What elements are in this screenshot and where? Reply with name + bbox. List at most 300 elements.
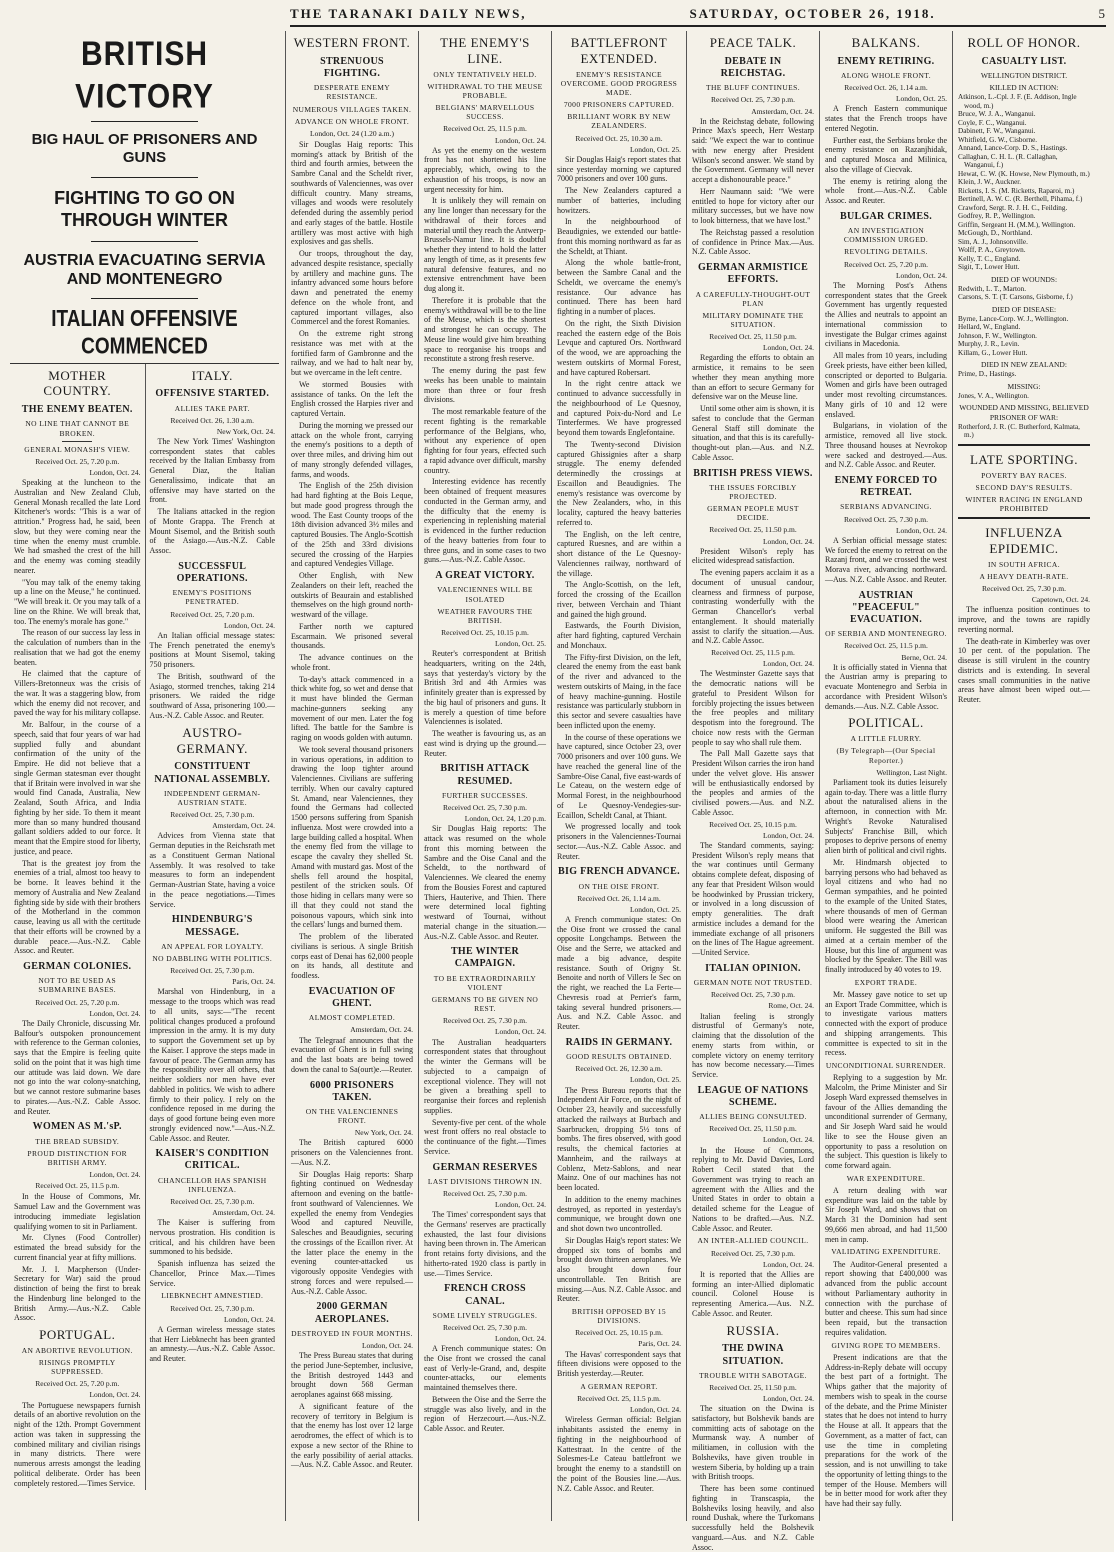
- place-line: London, Oct. 25.: [629, 1075, 681, 1085]
- paragraph: Mr. Hindmarsh objected to barrying persons who had behaved as loyal citizens and who had no German sympathies, and he pointed to the example of the United States, where thousands of men of German blood were wearing the American uniform. He suggested the Bill was aimed at a certain member of the House, but this line of argument was blocked by the Speaker. The Bill was finally introduced by 40 votes to 19.: [825, 857, 947, 975]
- paragraph: It is officially stated in Vienna that the Austrian army is preparing to evacuate Montenegro and Serbia in accordance with President Wilson's demands.—Aus. N.Z. Cable Assoc.: [825, 662, 947, 711]
- enemy-line-column: [418, 31, 551, 1521]
- died-of-disease-list: [958, 315, 1090, 357]
- paragraph: Advices from Vienna state that German deputies in the Reichsrath met as a Constituent German National Assembly. It was resolved to take measures to form an independent German-Austrian State, having a voice in the peace negotiations.—Times Service.: [149, 831, 275, 909]
- paragraph: The Kaiser is suffering from nervous prostration. His condition is critical, and his children have been summoned to his bedside.: [149, 1218, 275, 1257]
- paragraph: During the morning we pressed our attack on the whole front, carrying the enemy's positions to a depth of over three miles, and driving him out of many strongly defended villages, farms, and woods.: [291, 420, 413, 479]
- article-subhead: INDEPENDENT GERMAN-AUSTRIAN STATE.: [164, 788, 261, 807]
- paragraph: The Fifty-first Division, on the left, cleared the enemy from the east bank of the river and advanced to the western outskirts of Maing, in the face of heavy machine-gunning. Hostile resistance was particularly stubborn in this sector and severe casualties have been inflicted upon the enemy.: [557, 652, 681, 730]
- district-heading: WELLINGTON DISTRICT.: [980, 71, 1068, 81]
- place-line: London, Oct. 24.: [89, 1008, 141, 1018]
- casualty-name: Whitfield, G. W., Cisborne.: [958, 135, 1038, 144]
- paragraph: Eastwards, the Fourth Division, after hard fighting, captured Verchain and Monchaux.: [557, 621, 681, 650]
- place-line: London, Oct. 24.: [762, 1135, 814, 1145]
- article-subhead: WAR EXPENDITURE.: [846, 1173, 926, 1183]
- section-title: MOTHER COUNTRY.: [43, 367, 112, 399]
- article-subhead: ALLIES BEING CONSULTED.: [699, 1112, 807, 1122]
- died-in-nz-list: [958, 370, 1090, 378]
- place-line: London, Oct. 25.: [494, 639, 546, 649]
- article-subhead: WEATHER FAVOURS THE BRITISH.: [437, 606, 533, 625]
- dateline: Received Oct. 25, 7.30 p.m.: [844, 514, 928, 524]
- paragraph: A Serbian official message states: We forced the enemy to retreat on the Razanj front, and we crossed the west Morava river, advancing northward.—Aus. N.Z. Cable Assoc. and Reuter.: [825, 535, 947, 584]
- article-headline: GERMAN COLONIES.: [23, 961, 132, 973]
- article-subhead: ADVANCE ON WHOLE FRONT.: [294, 116, 410, 126]
- paragraph: In the right centre attack we continued to advance successfully in the neighbourhood of Le Quesnoy, and captured Poix-du-Nord and Le Tinterfermes. We have progressed beyond them towards Englefontaine.: [557, 379, 681, 438]
- dateline: Received Oct. 25, 7.30 p.m.: [711, 990, 795, 1000]
- article-subhead: AN INVESTIGATION COMMISSION URGED.: [843, 226, 929, 245]
- place-line: London, Oct. 24.: [762, 1259, 814, 1269]
- dateline: Received Oct. 26, 1.30 a.m.: [170, 415, 255, 425]
- paragraph: The British, southward of the Asiago, stormed trenches, taking 214 prisoners. We raided the ridge southward of Assa, prisonering 100.—Aus.-N.Z. Cable Assoc. and Reuter.: [149, 671, 275, 720]
- paragraph: Speaking at the luncheon to the Australian and New Zealand Club, General Monash recalled the late Lord Kitchener's words: "This is a war of attrition." Progress had, he said, been slow, but they were coming near the time when the enemy must crumble. We had smashed the crest of the hill and the enemy was coming steadily nearer.: [14, 478, 141, 575]
- place-line: London, Oct. 25.: [629, 904, 681, 914]
- paragraph: The New Zealanders captured a number of batteries, including howitzers.: [557, 186, 681, 215]
- place-line: London, Oct. 24.: [629, 1405, 681, 1415]
- article-subhead: REVOLTING DETAILS.: [844, 247, 928, 257]
- article-headline: GERMAN ARMISTICE EFFORTS.: [697, 262, 809, 286]
- article-subhead: A GERMAN REPORT.: [580, 1381, 658, 1391]
- paragraph: The Standard comments, saying: President Wilson's reply means that the war continues until Germany obtains complete defeat, disposing of any fear that President Wilson would be hoodwinked by Prussian trickery, or involved in a long discussion of empty generalities. The draft armistice includes a demand for the immediate exchange of all prisoners on the lines of The Hague agreement.—United Service.: [692, 840, 814, 958]
- paragraph: The Anglo-Scottish, on the left, forced the crossing of the Ecaillon river, between Verchain and Thiant and gained the high ground.: [557, 580, 681, 619]
- dateline: Received Oct. 25, 7.20 p.m.: [844, 259, 928, 269]
- paragraph: Sir Douglas Haig's report states that since yesterday morning we captured 7000 prisoners and over 100 guns.: [557, 154, 681, 184]
- list-heading: DIED OF WOUNDS:: [990, 274, 1058, 284]
- article-headline: 6000 PRISONERS TAKEN.: [310, 1079, 394, 1103]
- article-subhead: VALIDATING EXPENDITURE.: [831, 1247, 941, 1257]
- paragraph: The Press Bureau states that during the period June-September, inclusive, the British destroyed 1443 and brought down 568 German aeroplanes against 668 missing.: [291, 1351, 413, 1400]
- place-line: Capetown, Oct. 24.: [1031, 595, 1090, 605]
- article-headline: BRITISH PRESS VIEWS.: [693, 467, 813, 479]
- dateline: Received Oct. 25, 10.30 a.m.: [575, 133, 663, 143]
- paragraph: Sir Douglas Haig reports: This morning's attack by British of the third and fourth armies, between the Sambre Canal and the Scheldt river, southwards of Valenciennes, was over difficult country. Many streams, villages and woods were resolutely defended during the assembly period and early stages of the battle. Hostile artillery was most active with high explosives and gas shells.: [291, 139, 413, 247]
- paragraph: An Italian official message states: The French penetrated the enemy's positions at Mount Sisemol, taking 750 prisoners.: [149, 630, 275, 670]
- place-line: London, Oct. 25.: [895, 94, 947, 104]
- casualty-name: Bruce, W. J. A., Wanganui.: [958, 110, 1036, 119]
- casualty-name: Sigit, T., Lower Hutt.: [958, 263, 1020, 272]
- paragraph: The Pall Mall Gazette says that President Wilson carries the iron hand under the velvet glove. His answer will be enthusiastically endorsed by the peoples and armies of the civilised powers.—Aus. and N.Z. Cable Assoc.: [692, 749, 814, 817]
- casualty-name: McGough, D., Northland.: [958, 229, 1033, 238]
- place-line: London, Oct. 24.: [223, 620, 275, 630]
- place-line: Amsterdam, Oct. 24.: [212, 821, 275, 831]
- article-headline: LEAGUE OF NATIONS SCHEME.: [697, 1084, 809, 1109]
- paragraph: It is reported that the Allies are forming an inter-Allied diplomatic council. Colonel House is representing America.—Aus. N.Z. Cable Assoc. and Reuter.: [692, 1269, 814, 1318]
- article-headline: RAIDS IN GERMANY.: [565, 1036, 673, 1048]
- article-subhead: EXPORT TRADE.: [854, 977, 918, 987]
- article-headline: ENEMY RETIRING.: [837, 55, 935, 67]
- dateline: Received Oct. 25, 11.5 p.m.: [844, 641, 928, 651]
- paragraph: The Telegraaf announces that the evacuation of Ghent is in full swing and the last boats are being towed down the canal to Sa(ourt)e.—Reuter.: [291, 1035, 413, 1074]
- place-line: London, Oct. 24.: [762, 1394, 814, 1404]
- article-headline: FRENCH CROSS CANAL.: [444, 1283, 526, 1307]
- section-title: THE ENEMY'S LINE.: [440, 35, 530, 66]
- casualty-name: Atkinson, L.-Cpl. J. F. (E. Addison, Ingle wood, m.): [958, 93, 1077, 110]
- sporting-box: [958, 444, 1090, 513]
- paragraph: Sir Douglas Haig reports: Sharp fighting continued on Wednesday afternoon and evening on the battle-front southward of Valenciennes. We expelled the enemy from Vendegies Wood and captured Neuville, Salesches and Beaudignies, securing the crossings of the Ecaillon river. At the latter place the enemy in the evening counter-attacked us vigorously opposite Vendegies with strong forces and were repulsed.—Aus.-N.Z. Cable Assoc.: [291, 1169, 413, 1296]
- lead-subhead-2: FIGHTING TO GO ON THROUGH WINTER: [54, 187, 235, 231]
- paragraph: In the course of these operations we have captured, since October 23, over 7000 prisoners and over 100 guns. We have reached the general line of the Sambre-Oise Canal, five east-wards of Le Cateau, on the western edge of Mormal Forest, in the neighbourhood of Le Quesnoy-Vendegies-sur-Ecaillon, Scheldt Canal, at Thiant.: [557, 732, 681, 820]
- article-subhead: ALMOST COMPLETED.: [308, 1013, 396, 1023]
- paragraph: The problem of the liberated civilians is serious. A single British corps east of Denai has 62,000 people on its hands, all destitute and foodless.: [291, 932, 413, 981]
- paragraph: The Havas' correspondent says that fifteen divisions were opposed to the British yesterday.—Reuter.: [557, 1349, 681, 1379]
- article-headline: CASUALTY LIST.: [981, 55, 1067, 67]
- section-title: BATTLEFRONT EXTENDED.: [570, 35, 668, 66]
- article-subhead: GOOD RESULTS OBTAINED.: [566, 1052, 672, 1062]
- paragraph: As yet the enemy on the western front has not shortened his line appreciably, which, owing to the exhaustion of his troops, is now an urgent necessity for him.: [424, 145, 546, 194]
- paragraph: The English of the 25th division had hard fighting at the Bois Leque, but made good progress through the wood. The East County troops of the 18th division advanced 3½ miles and captured Bousies. The Anglo-Scottish of the 25th and 33rd divisions secured the crossing of the Harpies and captured Vendegies Village.: [291, 481, 413, 569]
- paragraph: Bulgarians, in violation of the armistice, removed all live stock. Three thousand houses at Nevrokop were sacked and destroyed.—Aus. and N.Z. Cable Assoc. and Reuter.: [825, 421, 947, 470]
- paragraph: Our troops, throughout the day, advanced despite resistance, specially by artillery and machine guns. The infantry advanced some hours before dawn and penetrated the enemy defence on the whole front, and captured important villages, also Commercel and the forest Romanies.: [291, 249, 413, 327]
- casualty-name: Bertinell, A. W. C. (R. Berthell, Pihama, f.): [958, 195, 1083, 204]
- article-subhead: ALONG WHOLE FRONT.: [840, 71, 932, 81]
- list-heading: DIED OF DISEASE:: [991, 304, 1057, 314]
- casualty-name: Wolff, P. A., Greytown.: [958, 246, 1026, 255]
- dateline: Received Oct. 25, 7.30 p.m.: [982, 584, 1066, 594]
- section-title: RUSSIA.: [726, 1322, 780, 1338]
- article-subhead: ON THE OISE FRONT.: [578, 881, 660, 891]
- dateline: Received Oct. 25, 7.30 p.m.: [170, 1303, 255, 1313]
- article-subhead: FURTHER SUCCESSES.: [442, 790, 528, 800]
- article-subhead: AN INTER-ALLIED COUNCIL.: [697, 1236, 809, 1246]
- paragraph: The Press Bureau reports that the Independent Air Force, on the night of October 23, heavily and successfully attacked the railways at Burbach and Saarbrucken, dropping 5½ tons of bombs. The fires observed, with good results, the chemical factories at Mannheim, and the railways at Coblenz, Metz-Sablons, and near Mainz. One of our machines has not been located.: [557, 1085, 681, 1193]
- paragraph: The British captured 6000 prisoners on the Valenciennes front.—Aus. N.Z.: [291, 1138, 413, 1167]
- dateline: Received Oct. 25, 7.20 p.m.: [35, 1379, 120, 1389]
- article-subhead: WITHDRAWAL TO THE MEUSE PROBABLE.: [427, 81, 543, 100]
- paragraph: Mr. J. I. Macpherson (Under-Secretary for War) said the proud distinction of being the first to break the Hindenburg line belonged to the British Army.—Aus.-N.Z. Cable Assoc.: [14, 1264, 141, 1323]
- lead-subhead-1: BIG HAUL OF PRISONERS AND GUNS: [31, 131, 258, 167]
- paragraph: In the House of Commons, Mr. Samuel Law and the Government was introducing immediate legislation qualifying women to sit in Parliament.: [14, 1192, 141, 1231]
- dateline: Received Oct. 25, 11.50 p.m.: [709, 1382, 797, 1392]
- place-line: London, Oct. 25.: [629, 144, 681, 154]
- place-line: London, Oct. 24.: [762, 659, 814, 669]
- paragraph: Therefore it is probable that the enemy's withdrawal will be to the line of the Meuse, which is the shortest and strongest he can occupy. The Meuse line would give him breathing space to reorganise his troops and reconstitute a strong fresh reserve.: [424, 295, 546, 364]
- article-subhead: SERBIANS ADVANCING.: [840, 502, 932, 512]
- place-line: London, Oct. 24.: [494, 1334, 546, 1344]
- paragraph: Along the whole battle-front, between the Sambre Canal and the Scheldt, we overcame the enemy's resistance. Our advance has continued. There has been hard fighting in a number of places.: [557, 258, 681, 317]
- lead-subhead-4: ITALIAN OFFENSIVE COMMENCED: [51, 306, 238, 360]
- dateline: Received Oct. 25, 7.30 p.m.: [443, 1016, 527, 1026]
- paragraph: Present indications are that the Address-in-Reply debate will occupy the best part of a fortnight. The Whips gather that the majority of members wish to speak in the course of the debate, and the Prime Minister states that he does not intend to hurry the House at all. It appears that the Government, as a matter of fact, can use the time in completing preparations for the work of the session, and is not unwilling to take the opportunity of letting things to the temper of the House. Members will be in better mood for work after they have had their say fully.: [825, 1352, 947, 1509]
- article-subhead: RISINGS PROMPTLY SUPPRESSED.: [38, 1358, 116, 1377]
- article-subhead: OF SERBIA AND MONTENEGRO.: [825, 629, 947, 639]
- dateline: Received Oct. 25, 11.5 p.m.: [443, 124, 527, 134]
- article-subhead: NOT TO BE USED AS SUBMARINE BASES.: [38, 976, 117, 995]
- western-front-column: [285, 31, 418, 1521]
- paragraph: A French communique states: On the Oise front we crossed the canal east of Verly-le-Grand, and, despite counter-attacks, our elements maintained themselves there.: [424, 1344, 546, 1393]
- paragraph: Regarding the efforts to obtain an armistice, it remains to be seen whether they mean anything more than an effort to secure Germany for defensive war on the Meuse line.: [692, 353, 814, 402]
- paragraph: The Twenty-second Division captured Ghissignies after a sharp struggle. The enemy defended determinedly the crossings at Escaillon and Beaudignies. The enemy's resistance was overcome by the New Zealanders, who, in this locality, captured the heavy batteries referred to.: [557, 439, 681, 527]
- lead-column: [10, 31, 285, 1521]
- masthead-paper: THE TARANAKI DAILY NEWS,: [290, 6, 527, 21]
- place-line: Rome, Oct. 24.: [768, 1001, 814, 1011]
- article-headline: ENEMY FORCED TO RETREAT.: [834, 475, 938, 499]
- dateline: Received Oct. 25, 11.50 p.m.: [709, 525, 797, 535]
- casualty-name: Klein, J. W., Auckner.: [958, 178, 1022, 187]
- dateline: Received Oct. 25, 10.15 p.m.: [709, 819, 797, 829]
- place-line: London, Oct. 24.: [494, 135, 546, 145]
- section-title: POLITICAL.: [848, 715, 924, 731]
- article-subhead: THE BLUFF CONTINUES.: [705, 83, 801, 93]
- place-line: London, Oct. 24.: [223, 1314, 275, 1324]
- article-subhead: ON THE VALENCIENNES FRONT.: [305, 1106, 399, 1126]
- paragraph: Sir Douglas Haig's report states: We dropped six tons of bombs and brought down thirteen aeroplanes. We also brought down four uncontrollable. Ten British are missing.—Aus. N.Z. Cable Assoc. and Reuter.: [557, 1235, 681, 1304]
- paragraph: A significant feature of the recovery of territory in Belgium is that the enemy has lost over 12 large aerodromes, the effect of which is to expose a new sector of the Rhine to the early possibility of aerial attacks.—Aus. N.Z. Cable Assoc. and Reuter.: [291, 1401, 413, 1470]
- paragraph: Italian feeling is strongly distrustful of Germany's note, claiming that the dissolution of the enemy starts from within, or complete victory on enemy territory has now become necessary.—Times Service.: [692, 1011, 814, 1080]
- paragraph: A German wireless message states that Herr Liebknecht has been granted an amnesty.—Aus.-N.Z. Cable Assoc. and Reuter.: [149, 1324, 275, 1364]
- paragraph: The Italians attacked in the region of Monte Grappa. The French at Mount Sisemol, and the British south of the Asiago.—Aus.-N.Z. Cable Assoc.: [149, 507, 275, 556]
- place-line: London, Oct. 24.: [89, 1390, 141, 1400]
- dateline: Received Oct. 25, 10.15 p.m.: [441, 627, 529, 637]
- mother-country-column: [10, 364, 145, 1491]
- paragraph: All males from 10 years, including Greek priests, have either been killed, conscripted or deported to Bulgaria. Women and girls have been outraged under most revolting circumstances. Many girls of 10 and 12 were enslaved.: [825, 351, 947, 419]
- paragraph: In the Reichstag debate, following Prince Max's speech, Herr Westarp said: "We expect the war to continue with new energy after President Wilson's second answer. We stand by the Government. Germany will never accept a dishonourable peace.": [692, 116, 814, 185]
- dateline: Received Oct. 25, 7.30 p.m.: [711, 95, 795, 105]
- place-line: Amsterdam, Oct. 24.: [212, 1208, 275, 1218]
- article-subhead: PROUD DISTINCTION FOR BRITISH ARMY.: [27, 1148, 128, 1167]
- article-subhead: NO LINE THAT CANNOT BE BROKEN.: [25, 419, 130, 438]
- paragraph: Wireless German official: Belgian inhabitants assisted the enemy in fighting in the neighbourhood of Kattestraat. In the centre of the Solesmes-Le Cateau battlefront we brought the enemy to a standstill on the point of the Bousies line.—Aus. N.Z. Cable Assoc. and Reuter.: [557, 1415, 681, 1493]
- article-headline: HINDENBURG'S MESSAGE.: [171, 914, 253, 938]
- list-heading: KILLED IN ACTION:: [989, 83, 1059, 93]
- casualty-name: Prime, D., Hastings.: [958, 370, 1017, 379]
- article-subhead: GIVING ROPE TO MEMBERS.: [831, 1340, 941, 1350]
- paragraph: The Australian headquarters correspondent states that throughout the winter the Germans will be subjected to a campaign of exceptional violence. They will not be given a breathing spell to reorganise their forces and replenish supplies.: [424, 1037, 546, 1115]
- casualty-name: Byrne, Lance-Corp. W. J., Wellington.: [958, 314, 1069, 323]
- dateline: Received Oct. 25, 7.30 p.m.: [443, 1322, 527, 1332]
- casualty-name: Ricketts, I. S. (M. Ricketts, Raparoi, m.): [958, 186, 1075, 195]
- article-subhead: LAST DIVISIONS THROWN IN.: [427, 1176, 543, 1186]
- paragraph: Spanish influenza has seized the Chancellor, Prince Max.—Times Service.: [149, 1259, 275, 1288]
- article-subhead: LIEBKNECHT AMNESTIED.: [161, 1291, 264, 1301]
- article-subhead: GERMAN NOTE NOT TRUSTED.: [693, 978, 813, 988]
- wounded-missing-list: [958, 423, 1090, 440]
- casualty-name: Killam, G., Lower Hutt.: [958, 348, 1028, 357]
- article-subhead: THE BREAD SUBSIDY.: [35, 1136, 120, 1146]
- paragraph: "You may talk of the enemy taking up a line on the Meuse," he continued. "We will break it. Or you may talk of a line on the Rhine. We will break that, too. The enemy's morale has gone.": [14, 577, 141, 626]
- paragraph: We progressed locally and took prisoners in the Valenciennes-Tournai sector.—Aus.-N.Z. Cable Assoc. and Reuter.: [557, 822, 681, 861]
- paragraph: Farther north we captured Escarmain. We prisoned several thousands.: [291, 621, 413, 651]
- place-line: Wellington, Last Night.: [876, 767, 947, 777]
- paragraph: The Times' correspondent says that the Germans' reserves are practically exhausted, the last four divisions having been thrown in. The American front retains forty divisions, and the hitherto-rated 1920 class is partly in use.—Times Service.: [424, 1210, 546, 1278]
- article-headline: CONSTITUENT NATIONAL ASSEMBLY.: [154, 761, 271, 785]
- article-subhead: VALENCIENNES WILL BE ISOLATED: [437, 585, 533, 604]
- paragraph: President Wilson's reply has elicited widespread satisfaction.: [692, 546, 814, 566]
- article-subhead: BRITISH OPPOSED BY 15 DIVISIONS.: [571, 1307, 667, 1326]
- dateline: Received Oct. 26, 1.14 a.m.: [844, 83, 928, 93]
- dateline: Received Oct. 25, 7.30 p.m.: [711, 1248, 795, 1258]
- article-headline: THE WINTER CAMPAIGN.: [450, 946, 520, 970]
- paragraph: The Westminster Gazette says that the democratic nations will be grateful to President Wilson for forcibly projecting the issues between the free peoples and military despotism into the foreground. The choice now rests with the German people to say who shall rule them.: [692, 669, 814, 747]
- masthead-page: 5: [1098, 6, 1106, 21]
- article-subhead: A LITTLE FLURRY.: [850, 734, 922, 744]
- paragraph: The Reichstag passed a resolution of confidence in Prince Max.—Aus. N.Z. Cable Assoc.: [692, 227, 814, 257]
- dateline: Received Oct. 25, 10.15 p.m.: [575, 1328, 663, 1338]
- roll-of-honor-column: [952, 31, 1095, 1521]
- paragraph: The enemy during the past few weeks has been unable to maintain more than three or four fresh divisions.: [424, 366, 546, 405]
- italy-column: [145, 364, 280, 1491]
- paragraph: That is the greatest joy from the enemies of a trial, almost too heavy to be borne. It leaves behind it the memory of Australia and New Zealand fighting side by side with their brothers of the Motherland in the common cause, leaving us all with the certitude that their efforts will be crowned by a durable peace.—Aus.-N.Z. Cable Assoc. and Reuter.: [14, 858, 141, 956]
- place-line: London, Oct. 24.: [895, 270, 947, 280]
- dateline: Received Oct. 25, 7.30 p.m.: [443, 1188, 527, 1198]
- article-subhead: A CAREFULLY-THOUGHT-OUT PLAN: [695, 289, 811, 308]
- dateline: London, Oct. 24 (1.20 a.m.): [310, 128, 394, 138]
- article-headline: GERMAN RESERVES: [432, 1161, 538, 1173]
- casualty-name: Callaghan, C. H. L. (R. Callaghan, Wanganui, f.): [958, 152, 1058, 170]
- paragraph: A French Eastern communique states that the French troops have entered Negotin.: [825, 104, 947, 133]
- paragraph: Mr. Balfour, in the course of a speech, said that four years of war had supplied fully and abundant confirmation of the unity of the Empire. He did not believe that a single German statesman ever thought that if Britain were involved in war she would find Canada, Australia, New Zealand, South Africa, and India fighting by her side. To them it meant more than so many hundred thousand gallant soldiers added to our force. It meant that the Empire stood for liberty, justice, and peace.: [14, 720, 141, 856]
- paragraph: The New York Times' Washington correspondent states that cables received by the Italian Embassy from General Diaz, the Italian Generalissimo, indicate that an offensive may have started on the front.: [149, 436, 275, 505]
- died-of-wounds-list: [958, 285, 1090, 302]
- section-title: BALKANS.: [851, 35, 921, 50]
- article-headline: DEBATE IN REICHSTAG.: [720, 55, 786, 80]
- dateline: Received Oct. 26, 1.14 a.m.: [577, 893, 661, 903]
- place-line: London, Oct. 24.: [89, 467, 141, 477]
- divider: [62, 441, 92, 442]
- paragraph: To-day's attack commenced in a thick white fog, so wet and dense that it must have blinded the German machine-gunners seeking any movement of our men. Later the fog lifted. The battle for the Sambre is raging on woods golden with autumn.: [291, 674, 413, 743]
- masthead: [290, 6, 1106, 27]
- article-subhead: DESTROYED IN FOUR MONTHS.: [291, 1328, 413, 1338]
- article-headline: THE ENEMY BEATEN.: [21, 404, 133, 416]
- paragraph: In addition to the enemy machines destroyed, as reported in yesterday's communique, we brought down one and shot down two uncontrolled.: [557, 1194, 681, 1234]
- paragraph: In the neighbourhood of Beaudignies, we extended our battle-front this morning northward as far as the Scheldt, at Thiant.: [557, 217, 681, 256]
- place-line: Paris, Oct. 24.: [232, 977, 275, 987]
- article-headline: A GREAT VICTORY.: [435, 570, 535, 582]
- section-title: ROLL OF HONOR.: [967, 35, 1081, 50]
- article-headline: OFFENSIVE STARTED.: [155, 388, 270, 400]
- article-subhead: SECOND DAY'S RESULTS.: [975, 482, 1073, 492]
- paragraph: It is unlikely they will remain on any line longer than necessary for the withdrawal of their forces and material until they reach the Antwerp-Brussels-Namur line. It is doubtful whether they intend to hold the latter any length of time, as it presents few natural defensive features, and no extensive entrenchment have been dug along it.: [424, 196, 546, 294]
- article-subhead: BELGIANS' MARVELLOUS SUCCESS.: [435, 103, 535, 122]
- killed-in-action-list: [958, 93, 1090, 271]
- place-line: Berne, Oct. 24.: [901, 652, 947, 662]
- paragraph: Parliament took its duties leisurely again to-day. There was a little flurry about the naturalised aliens in the afternoon, in connection with Mr. Wright's Revoke Naturalised Subjects' Franchise Bill, which proposes to deprive persons of enemy alien birth of political and civil rights.: [825, 777, 947, 856]
- place-line: London, Oct. 24.: [762, 343, 814, 353]
- casualty-name: Kelly, T. C., England.: [958, 254, 1021, 263]
- article-subhead: GERMAN PEOPLE MUST DECIDE.: [707, 504, 799, 523]
- casualty-name: Hewat, C. W. (K. Howse, New Plymouth, m.): [958, 169, 1090, 178]
- place-line: Paris, Oct. 24.: [638, 1339, 681, 1349]
- article-subhead: (By Telegraph—(Our Special Reporter.): [836, 746, 936, 765]
- divider: [91, 241, 199, 242]
- peace-talk-column: [686, 31, 819, 1552]
- article-headline: ITALIAN OPINION.: [705, 962, 801, 974]
- list-heading: WOUNDED AND MISSING, BELIEVED PRISONER OF WAR:: [959, 403, 1089, 422]
- section-title: PORTUGAL.: [39, 1327, 116, 1342]
- paragraph: The influenza position continues to improve, and the towns are rapidly reverting normal.: [958, 605, 1090, 634]
- paragraph: The situation on the Dwina is satisfactory, but Bolshevik bands are committing acts of sabotage on the Murmansk way. A number of militiamen, in collusion with the Bolsheviks, have given trouble in western Siberia, by holding up a train with British troops.: [692, 1404, 814, 1482]
- influenza-box: [958, 517, 1090, 705]
- masthead-date: SATURDAY, OCTOBER 26, 1918.: [689, 6, 936, 21]
- article-headline: THE DWINA SITUATION.: [722, 1343, 784, 1367]
- battlefront-column: [551, 31, 686, 1521]
- article-subhead: AN ABORTIVE REVOLUTION.: [21, 1345, 133, 1355]
- article-subhead: MILITARY DOMINATE THE SITUATION.: [702, 310, 804, 329]
- paragraph: The weather is favouring us, as an east wind is drying up the ground.—Reuter.: [424, 729, 546, 758]
- paragraph: A French communique states: On the Oise front we crossed the canal opposite Longchamps. Between the Oise and the Serre, we attacked and made a big advance, despite resistance. South of Origny St. Benoite and north of Villers le Sec on the right, we reached the La Ferte—Chevresis road at Perrier's farm, taking several hundred prisoners.—Aus. and N.Z. Cable Assoc. and Reuter.: [557, 914, 681, 1032]
- article-subhead: UNCONDITIONAL SURRENDER.: [825, 1061, 947, 1071]
- place-line: London, Oct. 24.: [494, 1199, 546, 1209]
- place-line: London, Oct. 24.: [89, 1169, 141, 1179]
- article-subhead: NUMEROUS VILLAGES TAKEN.: [292, 104, 412, 114]
- place-line: London, Oct. 24.: [895, 525, 947, 535]
- casualty-name: Sim, A. J., Johnsonville.: [958, 237, 1028, 246]
- paragraph: On the right, the Sixth Division reached the eastern edge of the Bois Levque and captured Ors. Northward of the wood, we are approaching the western outskirts of Mormal Forest, and have captured Robersart.: [557, 318, 681, 377]
- article-subhead: ALLIES TAKE PART.: [174, 403, 250, 413]
- article-headline: SUCCESSFUL OPERATIONS.: [176, 560, 248, 585]
- section-title: PEACE TALK.: [709, 35, 797, 50]
- dateline: Received Oct. 26, 12.30 a.m.: [575, 1064, 663, 1074]
- article-headline: 2000 GERMAN AEROPLANES.: [314, 1301, 390, 1325]
- paragraph: Other English, with New Zealanders on their left, reached the outskirts of Beaurain and established themselves on the high ground north-westward of the village.: [291, 571, 413, 620]
- paragraph: Sir Douglas Haig reports: The attack was resumed on the whole front this morning between the Sambre and the Oise Canal and the Scheldt, to the northward of Valenciennes. We cleared the enemy from the Bousies Forest and captured Thiers, Hauterive, and Thien. There were determined local fighting westward of Tournai, without material change in the situation.—Aus.-N.Z. Cable Assoc. and Reuter.: [424, 824, 546, 941]
- casualty-name: Coyle, F. C., Wanganui.: [958, 118, 1027, 127]
- paragraph: Herr Naumann said: "We were entitled to hope for victory after our military successes, but we have now to look bitterness, that we have lost.": [692, 186, 814, 226]
- balkans-column: [819, 31, 952, 1521]
- dateline: Received Oct. 25, 11.50 p.m.: [709, 1124, 797, 1134]
- missing-list: [958, 392, 1090, 400]
- place-line: New York, Oct. 24.: [216, 426, 275, 436]
- casualty-name: Redwith, L. T., Marton.: [958, 284, 1027, 293]
- article-headline: EVACUATION OF GHENT.: [308, 985, 396, 1010]
- paragraph: Seventy-five per cent. of the whole west front offers no real obstacle to the continuance of the fight.—Times Service.: [424, 1117, 546, 1156]
- paragraph: We stormed Bousies with assistance of tanks. On the left the English crossed the Harpies river and captured Vertain.: [291, 379, 413, 419]
- article-subhead: ONLY TENTATIVELY HELD.: [433, 69, 537, 79]
- place-line: London, Oct. 24.: [762, 536, 814, 546]
- dateline: Received Oct. 25, 7.30 p.m.: [443, 803, 527, 812]
- article-headline: BULGAR CRIMES.: [840, 210, 932, 222]
- article-subhead: ENEMY'S POSITIONS PENETRATED.: [172, 588, 252, 607]
- dateline: Received Oct. 25, 7.20 p.m.: [35, 456, 120, 466]
- dateline: Received Oct. 25, 11.50 p.m.: [709, 332, 797, 342]
- place-line: Amsterdam, Oct. 24.: [751, 106, 814, 116]
- paragraph: We took several thousand prisoners in various operations, in addition to drawing the loop tighter around Valenciennes. Civilians are suffering terribly. When our cavalry captured St. Amand, near Valenciennes, they found the Germans had collected 1500 persons suffering from Spanish influenza. Most were crowded into a large building called a hospital. When the enemy fled from the village to escape the cavalry they shelled St. Amand with mustard gas. Most of the shells fell around the hospital, pestilent of the stricken souls. Of those hiding in cellars many were so ill that they could not stand the poisonous vapours, which sink into the cellars' lungs and burned them.: [291, 744, 413, 930]
- section-title: AUSTRO-GERMANY.: [176, 724, 248, 756]
- list-heading: MISSING:: [1007, 381, 1041, 391]
- casualty-name: Jones, V. A., Wellington.: [958, 391, 1029, 400]
- dateline: Received Oct. 25, 7.30 p.m.: [170, 1196, 255, 1206]
- paragraph: The most remarkable feature of the recent fighting is the remarkable performance of the Belgians, who, without any experience of open fighting for four years, effected such a rapid advance over difficult, marshy country.: [424, 407, 546, 475]
- paragraph: The reason of our success lay less in the calculation of numbers than in the realisation that we had got the enemy beaten.: [14, 628, 141, 667]
- article-subhead: ENEMY'S RESISTANCE OVERCOME. GOOD PROGRESS MADE.: [560, 69, 678, 97]
- dateline: Received Oct. 25, 7.30 p.m.: [170, 810, 255, 820]
- article-subhead: GERMANS TO BE GIVEN NO REST.: [431, 994, 539, 1014]
- place-line: London, Oct. 24, 1.20 p.m.: [464, 814, 546, 824]
- paragraph: The death-rate in Kimberley was over 10 per cent. of the population. The disease is still virulent in the country districts and is extending. In several cases small communities in the native areas have almost been wiped out.—Reuter.: [958, 636, 1090, 705]
- dateline: Received Oct. 25, 11.5 p.m.: [577, 1394, 661, 1404]
- lead-subhead-3: AUSTRIA EVACUATING SERVIA AND MONTENEGRO: [23, 251, 266, 288]
- place-line: London, Oct. 24.: [762, 830, 814, 840]
- dateline: Received Oct. 25, 7.20 p.m.: [170, 609, 255, 619]
- paragraph: There has been some continued fighting in Transcaspia, the Bolsheviks losing heavily, and also round Dushak, where the Turkomans successfully held the Bolshevik vanguard.—Aus. and N.Z. Cable Assoc.: [692, 1484, 814, 1552]
- article-subhead: IN SOUTH AFRICA.: [987, 559, 1061, 569]
- paragraph: In the House of Commons, replying to Mr. David Davies, Lord Robert Cecil stated that the Government was trying to reach an agreement with the Allies and the United States in order to obtain a detailed scheme for the League of Nations to be drafted.—Aus. N.Z. Cable Assoc. and Reuter.: [692, 1145, 814, 1233]
- casualty-name: Murphy, J. R., Levin.: [958, 340, 1020, 349]
- casualty-name: Crawford, Sergt. R. J. H. C., Feilding.: [958, 203, 1068, 212]
- casualty-name: Annand, Lance-Corp. D. S., Hastings.: [958, 144, 1068, 153]
- section-title: LATE SPORTING.: [969, 451, 1079, 467]
- article-subhead: SOME LIVELY STRUGGLES.: [432, 1310, 538, 1320]
- article-subhead: THE ISSUES FORCIBLY PROJECTED.: [709, 482, 797, 501]
- section-title: INFLUENZA EPIDEMIC.: [985, 525, 1063, 556]
- paragraph: On the extreme right strong resistance was met with at the fortified farm of Gambronne and the railway, and we had to halt near by, but we overcame in the left centre.: [291, 329, 413, 378]
- article-headline: STRENUOUS FIGHTING.: [320, 55, 384, 80]
- section-title: WESTERN FRONT.: [293, 35, 411, 50]
- paragraph: Between the Oise and the Serre the struggle was also lively, and in the region of Herzecourt.—Aus.-N.Z. Cable Assoc. and Reuter.: [424, 1394, 546, 1434]
- article-subhead: TROUBLE WITH SABOTAGE.: [699, 1370, 807, 1380]
- casualty-name: Hellard, W., England.: [958, 323, 1021, 332]
- paragraph: The Auditor-General presented a report showing that £400,000 was advanced from the public account without Parliamentary authority in connection with the purchase of butter and cheese. This sum had since been repaid, but the transaction requires validation.: [825, 1259, 947, 1337]
- article-subhead: AN APPEAL FOR LOYALTY.: [161, 941, 264, 951]
- article-subhead: DESPERATE ENEMY RESISTANCE.: [313, 83, 391, 102]
